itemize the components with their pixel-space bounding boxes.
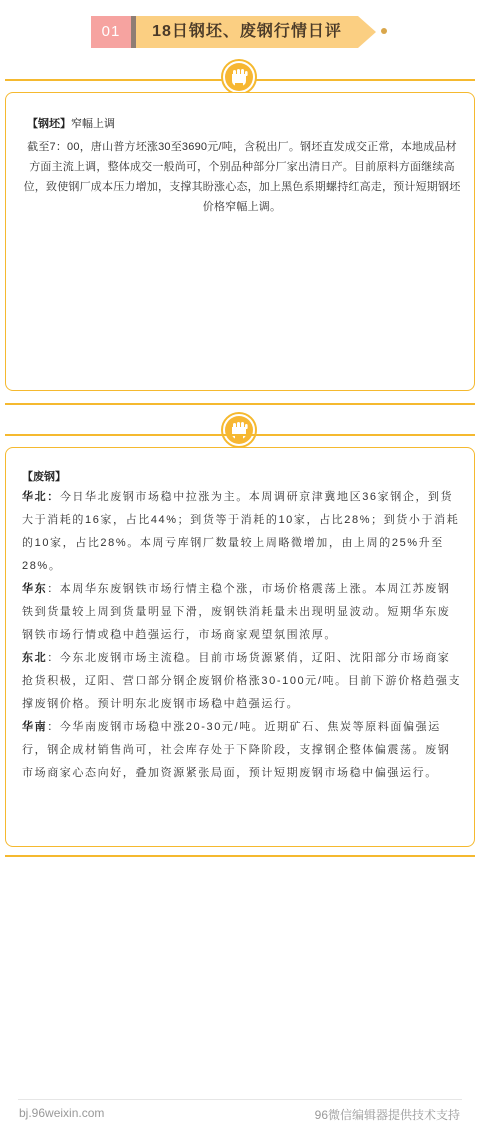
scrap-paragraph-south: [22, 716, 462, 785]
footer-credit: 96微信编辑器提供技术支持: [314, 1108, 460, 1122]
region-text: 今日华北废钢市场稳中拉涨为主。本周调研京津冀地区36家钢企，到货大于消耗的16家，占比44%；到货等于消耗的10家，占比28%；到货小于消耗的10家，占比28%。本周亏库钢厂数量较上周略微增加，由上周的25%升至28%。: [22, 491, 460, 572]
steel-billet-card: [5, 92, 475, 391]
billet-bracket-label: 【钢坯】: [27, 118, 71, 130]
region-label: 东北: [22, 652, 48, 664]
scrap-section-body: [22, 468, 462, 785]
header-dot-decoration: [381, 28, 387, 34]
billet-paragraph: 截至7：00，唐山普方坯涨30至3690元/吨，含税出厂。钢坯直发成交正常，本地成品材方面主流上调，整体成交一般尚可，个别品种部分厂家出清日产。目前原料方面继续高位，致使钢厂成本压力增加，支撑其盼涨心态，加上黑色系期螺持红高走，预计短期钢坯价格窄幅上调。: [23, 141, 461, 213]
scrap-paragraph-east: [22, 578, 462, 647]
scrap-paragraph-north: [22, 486, 462, 578]
region-text: ：今华南废钢市场稳中涨20-30元/吨。近期矿石、焦炭等原料面偏强运行，钢企成材销售尚可，社会库存处于下降阶段，支撑钢企整体偏震荡。废钢市场商家心态向好，叠加资源紧张局面，预计短期废钢市场稳中偏强运行。: [22, 721, 451, 779]
footer-divider: [18, 1099, 462, 1100]
region-label: 华北：: [22, 491, 60, 503]
billet-subtitle: 窄幅上调: [71, 118, 115, 130]
region-label: 华南: [22, 721, 48, 733]
scrap-steel-card: [5, 447, 475, 847]
region-text: ：今东北废钢市场主流稳。目前市场货源紧俏，辽阳、沈阳部分市场商家抢货积极，辽阳、营口部分钢企废钢价格涨30-100元/吨。目前下游价格趋强支撑废钢价格。预计明东北废钢市场稳中趋强运行。: [22, 652, 462, 710]
scrap-heading: [22, 468, 462, 484]
section-number: 01: [91, 16, 131, 48]
scrap-paragraph-northeast: [22, 647, 462, 716]
region-text: ：本周华东废钢铁市场行情主稳个涨，市场价格震荡上涨。本周江苏废钢铁到货量较上周到货量明显下滑，废钢铁消耗量未出现明显波动。短期华东废钢铁市场行情或稳中趋强运行，市场商家观望氛围浓厚。: [22, 583, 451, 641]
billet-heading: [27, 115, 462, 131]
section-header: [91, 16, 391, 48]
divider-line-2: [5, 434, 475, 437]
divider-top-2: [5, 403, 475, 405]
page-title: 18日钢坯、废钢行情日评: [136, 16, 358, 48]
fist-badge-icon: [221, 412, 257, 448]
region-label: 华东: [22, 583, 48, 595]
fist-badge-icon: [221, 59, 257, 95]
header-arrow-decoration: [358, 16, 376, 48]
divider-bottom: [5, 855, 475, 857]
footer-site-link[interactable]: bj.96weixin.com: [19, 1106, 105, 1120]
scrap-bracket-label: 【废钢】: [22, 471, 66, 483]
billet-section-body: [22, 115, 462, 217]
